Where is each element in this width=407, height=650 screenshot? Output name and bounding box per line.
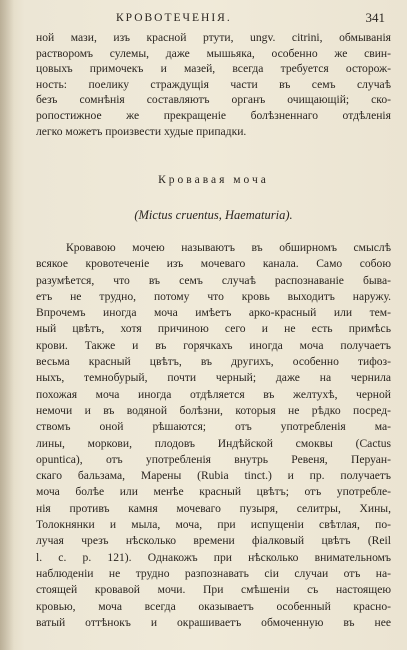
text-line: Впрочемъ иногда моча имѣетъ арко-красный или тем-: [36, 306, 391, 320]
text-line: наблюденіи не трудно разпознавать сіи случаи отъ на-: [36, 566, 391, 580]
text-line: крови. Также и въ горячкахъ иногда моча получаетъ: [36, 338, 391, 352]
text-line: l. c. p. 121). Однакожъ при нѣсколько внимательномъ: [36, 550, 391, 564]
text-line: ропостижное же прекращеніе болѣзненнаго отдѣленія: [36, 108, 391, 122]
text-line: ныхъ, темнобурый, почти черный; даже на чернила: [36, 371, 391, 385]
section-heading: Кровавая моча: [158, 174, 269, 186]
text-line: ный цвѣтъ, хотя причиною сего и не есть примѣсь: [36, 322, 391, 336]
text-line: стоящей кровавой мочи. При смѣшеніи съ настоящею: [36, 583, 391, 597]
running-header: [116, 10, 385, 28]
text-line: етъ не трудно, потому что кровь выходитъ наружу.: [36, 289, 391, 303]
text-line: ной мази, изъ красной ртути, ungv. citrini, обмыванія: [36, 31, 391, 44]
text-line: моча болѣе или менѣе красный цвѣтъ; отъ употребле-: [36, 485, 391, 499]
text-line: лучая чрезъ нѣсколько времени фіалковый цвѣтъ (Reil: [36, 534, 391, 548]
text-line: кровью, моча всегда оказываетъ особенный красно-: [36, 599, 391, 613]
running-header-title: КРОВОТЕЧЕНІЯ.: [116, 12, 232, 24]
text-line: немочи и въ водяной болѣзни, которыя не рѣдко посред-: [36, 403, 391, 417]
body-paragraph: [36, 240, 391, 631]
text-line: opuntica), отъ употребленія внутрь Ревеня, Перуан-: [36, 452, 391, 466]
text-line: весьма красный цвѣтъ, въ другихъ, особенно тифоз-: [36, 355, 391, 369]
text-line: ватый оттѣнокъ и окрашиваетъ обмоченную въ нее: [36, 615, 391, 629]
text-line: ность: поелику страждущія части въ семъ случаѣ: [36, 77, 391, 91]
text-line: нія противъ камня мочеваго пузыря, селитры, Хины,: [36, 501, 391, 515]
text-line: Кровавою мочею называютъ въ обширномъ смыслѣ: [66, 241, 391, 254]
text-line: растворомъ сулемы, даже мышьяка, особенно же свин-: [36, 46, 391, 60]
text-line: всякое кровотеченіе изъ мочеваго канала. Само собою: [36, 257, 391, 271]
section-subheading: (Mictus cruentus, Haematuria).: [134, 208, 293, 222]
text-line: похожая моча иногда отдѣляется въ желтухѣ, черной: [36, 387, 391, 401]
continuation-paragraph: [36, 30, 391, 139]
text-line: Толокнянки и мыла, моча, при испущеніи свѣтлая, по-: [36, 518, 391, 532]
page-number: 341: [365, 10, 385, 25]
text-line: скаго бальзама, Марены (Rubia tinct.) и пр. получаетъ: [36, 469, 391, 483]
text-line: лины, моркови, плодовъ Индѣйской смоквы (Cactus: [36, 436, 391, 450]
text-line: безъ сомнѣнія составляютъ органъ очищающій; ско-: [36, 93, 391, 107]
text-line: ствомъ оной рѣшаются; отъ употребленія ма-: [36, 420, 391, 434]
text-line: цовыхъ примочекъ и мазей, всегда требуется осторож-: [36, 62, 391, 76]
text-line: разумѣется, что въ семъ случаѣ распознаваніе быва-: [36, 273, 391, 287]
text-line: легко можетъ произвести худые припадки.: [36, 124, 247, 138]
page-gutter-shadow: [0, 0, 14, 650]
